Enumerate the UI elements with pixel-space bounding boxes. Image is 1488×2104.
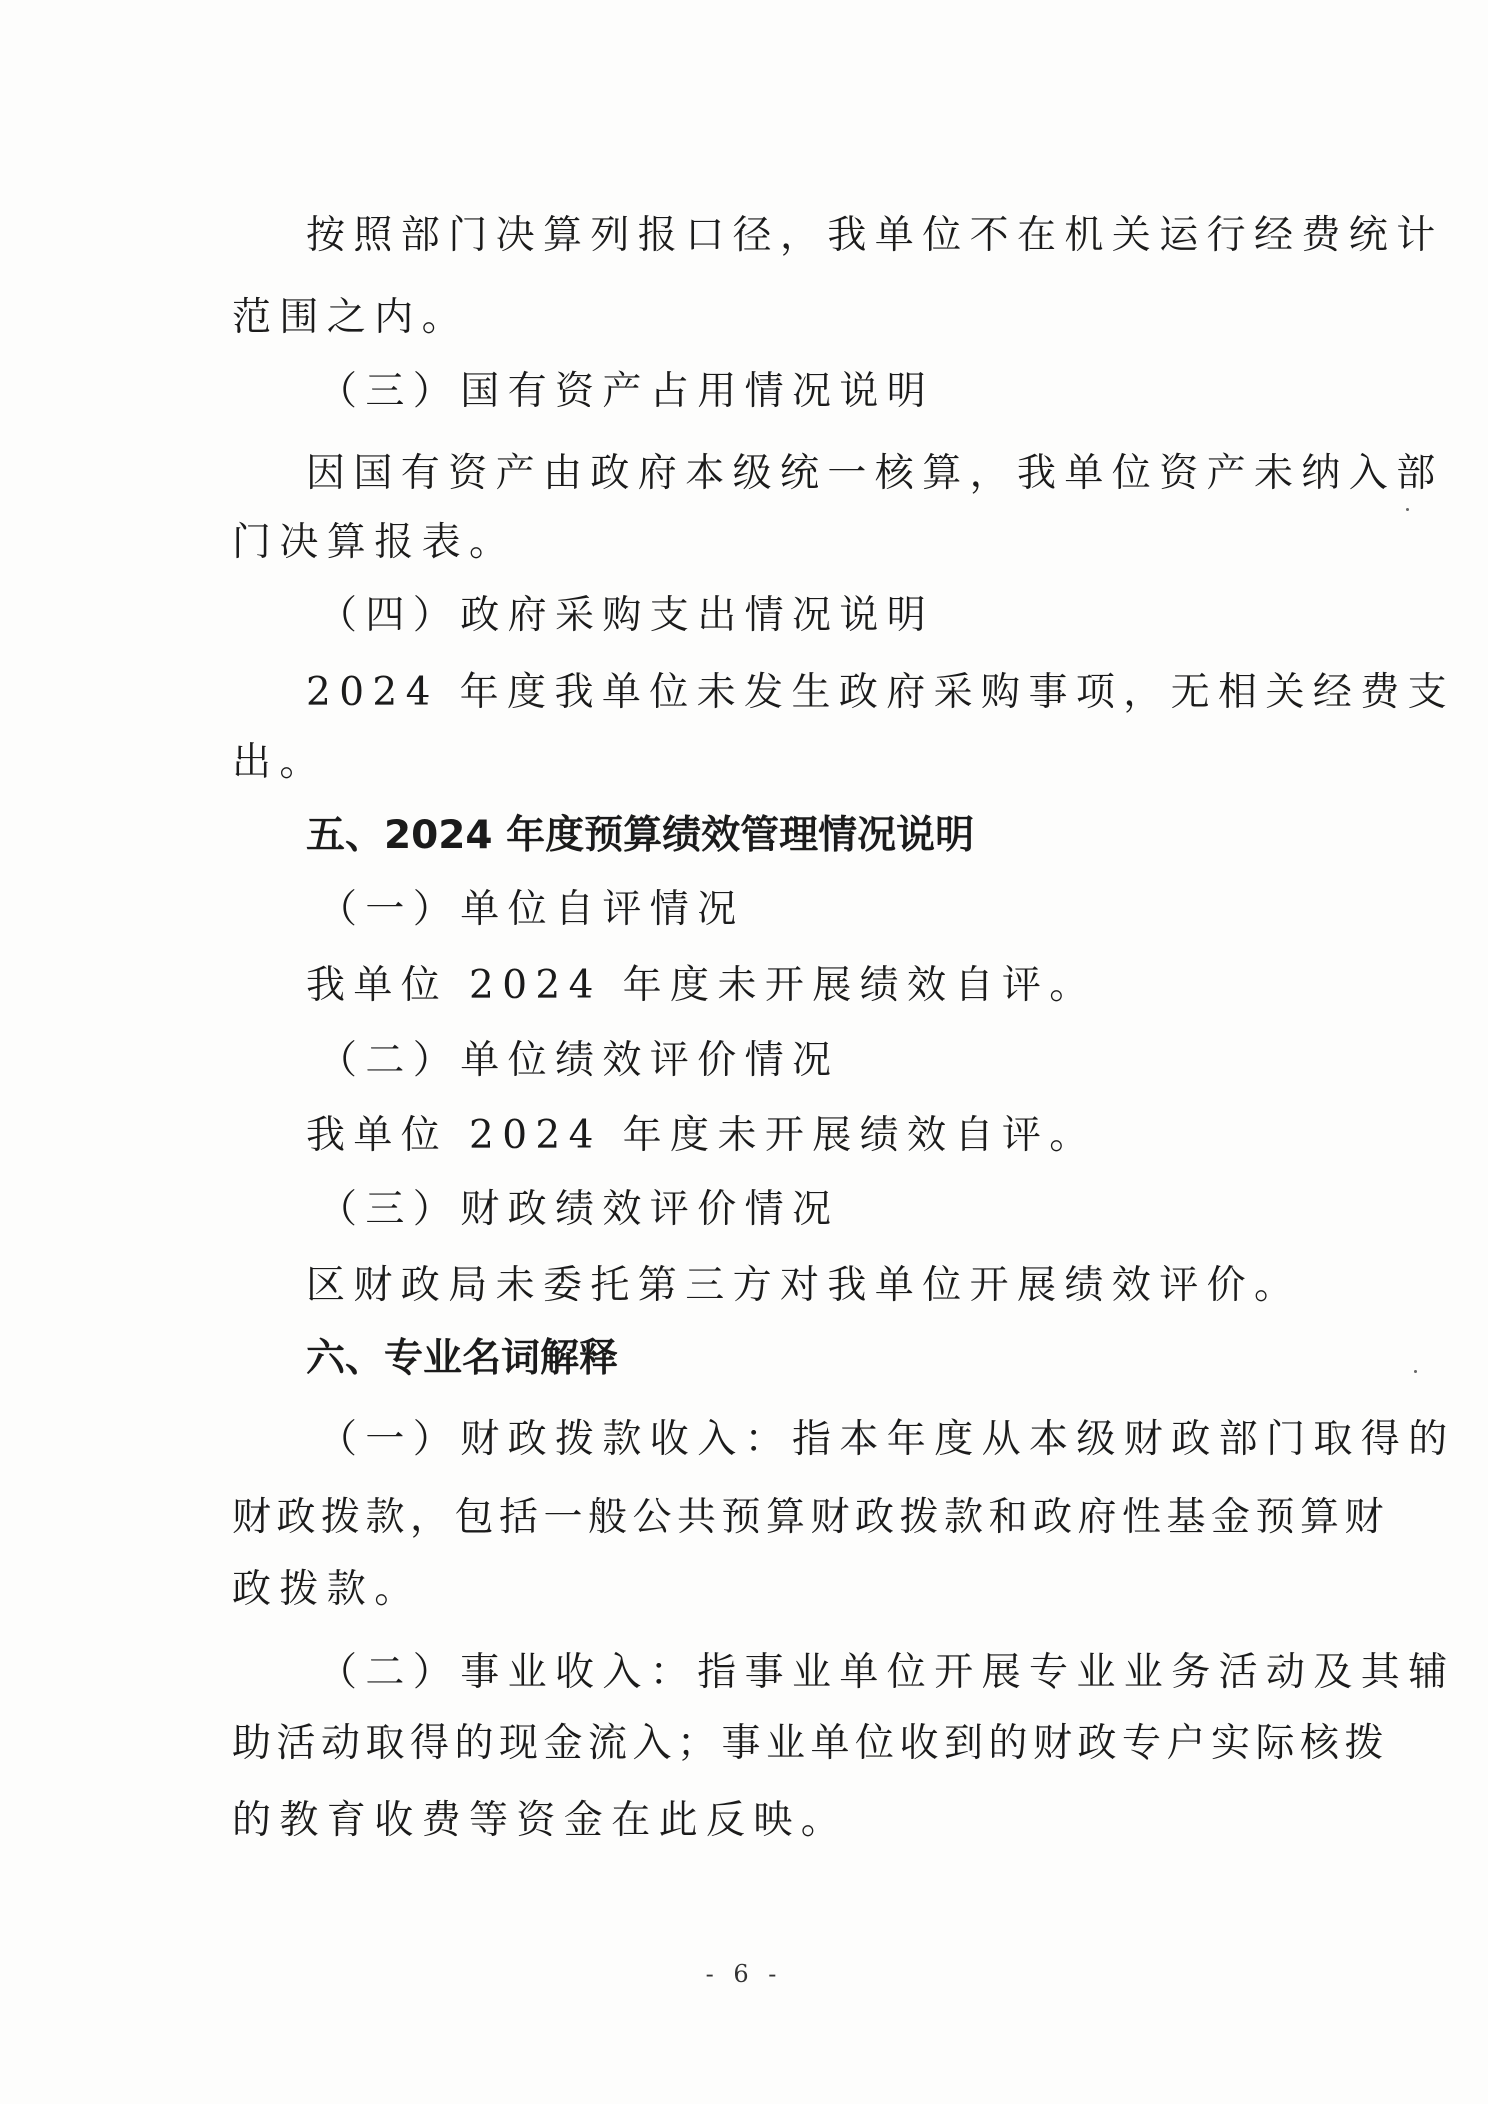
paragraph-line: （二）事业收入：指事业单位开展专业业务活动及其辅	[318, 1650, 1456, 1695]
paragraph-line: 我单位 2024 年度未开展绩效自评。	[306, 963, 1097, 1008]
paragraph-line: 因国有资产由政府本级统一核算，我单位资产未纳入部	[306, 451, 1444, 496]
subsection-heading: （三）国有资产占用情况说明	[318, 369, 935, 414]
paragraph-line: 范围之内。	[232, 295, 470, 340]
subsection-heading: （二）单位绩效评价情况	[318, 1038, 840, 1083]
paragraph-line: 的教育收费等资金在此反映。	[232, 1798, 849, 1843]
paragraph-line: 政拨款。	[232, 1567, 422, 1612]
scan-speck	[1414, 1370, 1417, 1373]
subsection-heading: （一）单位自评情况	[318, 887, 745, 932]
subsection-heading: （三）财政绩效评价情况	[318, 1187, 840, 1232]
paragraph-line: 2024 年度我单位未发生政府采购事项，无相关经费支	[306, 670, 1456, 715]
paragraph-line: 我单位 2024 年度未开展绩效自评。	[306, 1113, 1097, 1158]
page-number: - 6 -	[705, 1960, 783, 1988]
section-heading: 六、专业名词解释	[306, 1336, 619, 1381]
scan-speck	[1406, 508, 1409, 511]
paragraph-line: 助活动取得的现金流入；事业单位收到的财政专户实际核拨	[232, 1721, 1390, 1766]
section-heading: 五、2024 年度预算绩效管理情况说明	[306, 813, 975, 858]
subsection-heading: （四）政府采购支出情况说明	[318, 593, 935, 638]
paragraph-line: （一）财政拨款收入：指本年度从本级财政部门取得的	[318, 1417, 1456, 1462]
paragraph-line: 按照部门决算列报口径，我单位不在机关运行经费统计	[306, 213, 1444, 258]
paragraph-line: 出。	[232, 740, 327, 785]
paragraph-line: 区财政局未委托第三方对我单位开展绩效评价。	[306, 1263, 1302, 1308]
paragraph-line: 财政拨款，包括一般公共预算财政拨款和政府性基金预算财	[232, 1495, 1390, 1540]
paragraph-line: 门决算报表。	[232, 520, 517, 565]
